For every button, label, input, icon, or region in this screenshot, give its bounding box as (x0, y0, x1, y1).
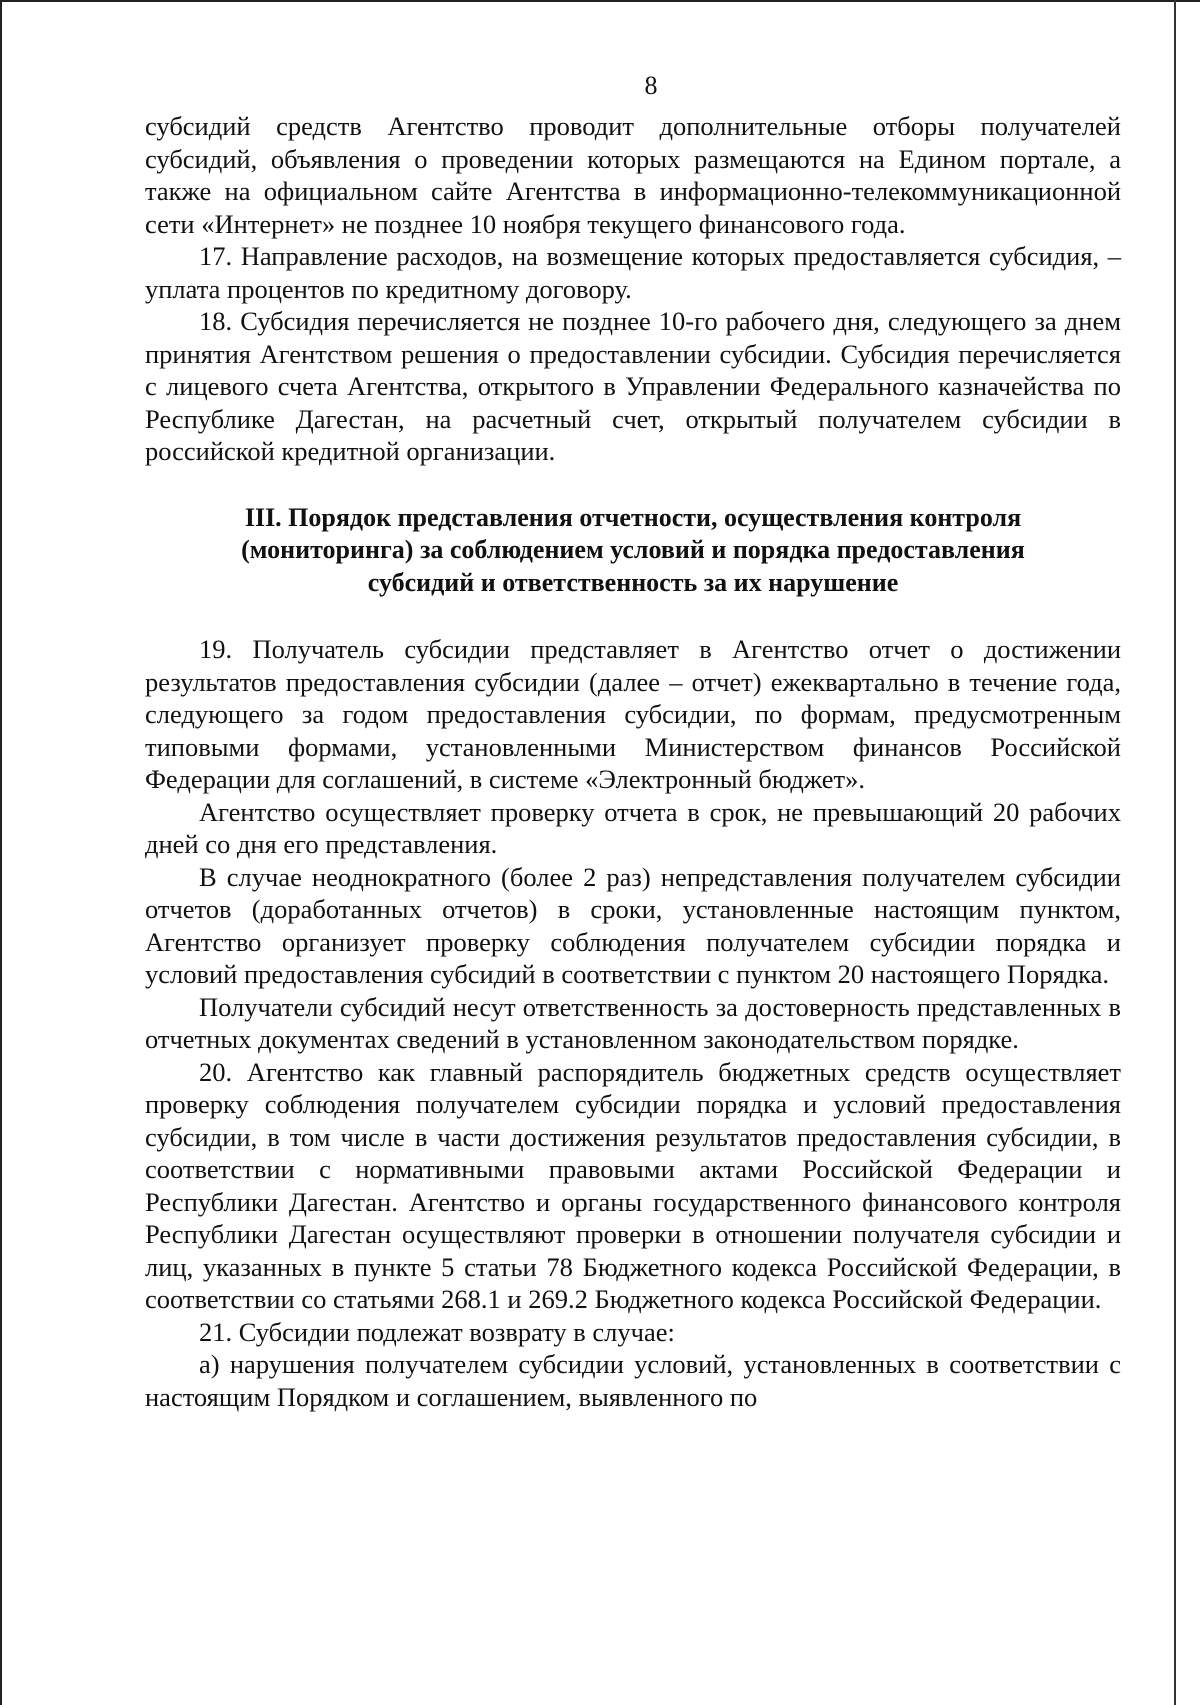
section-heading-line-3: субсидий и ответственность за их нарушение (367, 567, 899, 597)
paragraph-19-repeat: В случае неоднократного (более 2 раз) непредставления получателем субсидии отчетов (доработанных отчетов) в сроки, установленные настоящим пунктом, Агентство организует проверку соблюдения получателем субсидии порядка и условий предоставления субсидий в соответствии с пунктом 20 настоящего Порядка. (145, 861, 1121, 989)
paragraph-19: 19. Получатель субсидии представляет в Агентство отчет о достижении результатов предоставления субсидии (далее – отчет) ежеквартально в течение года, следующего за годом предоставления субсидии, по формам, предусмотренным типовыми формами, установленными Министерством финансов Российской Федерации для соглашений, в системе «Электронный бюджет». (145, 634, 1121, 794)
page-number: 8 (644, 71, 658, 100)
paragraph-19-liability: Получатели субсидий несут ответственность за достоверность представленных в отчетных документах сведений в установленном законодательством порядке. (145, 991, 1121, 1054)
paragraph-21: 21. Субсидии подлежат возврату в случае: (199, 1316, 675, 1347)
paragraph-20: 20. Агентство как главный распорядитель бюджетных средств осуществляет проверку соблюдения получателем субсидии порядка и условий предоставления субсидии, в том числе в части достижения результатов предоставления субсидии, в соответствии с нормативными правовыми актами Российской Федерации и Республики Дагестан. Агентство и органы государственного финансового контроля Республики Дагестан осуществляют проверки в отношении получателя субсидии и лиц, указанных в пункте 5 статьи 78 Бюджетного кодекса Российской Федерации, в соответствии со статьями 268.1 и 269.2 Бюджетного кодекса Российской Федерации. (145, 1056, 1121, 1314)
paragraph-19-check: Агентство осуществляет проверку отчета в срок, не превышающий 20 рабочих дней со дня его представления. (145, 796, 1121, 859)
section-heading-line-2: (мониторинга) за соблюдением условий и порядка предоставления (241, 535, 1025, 564)
paragraph-18: 18. Субсидия перечисляется не позднее 10-го рабочего дня, следующего за днем принятия Агентством решения о предоставлении субсидии. Субсидия перечисляется с лицевого счета Агентства, открытого в Управлении Федерального казначейства по Республике Дагестан, на расчетный счет, открытый получателем субсидии в российской кредитной организации. (145, 306, 1121, 466)
paragraphs-top (145, 110, 1121, 468)
scan-edge-right (1174, 0, 1176, 1705)
section-heading-line-1: III. Порядок представления отчетности, осуществления контроля (244, 502, 1022, 532)
paragraphs-bottom (145, 633, 1121, 1413)
section-heading (145, 502, 1121, 600)
scan-edge-top (0, 0, 1200, 2)
scan-edge-left (0, 0, 2, 1705)
paragraph-17: 17. Направление расходов, на возмещение которых предоставляется субсидия, – уплата процентов по кредитному договору. (145, 241, 1121, 304)
paragraph-21-a: а) нарушения получателем субсидии условий, установленных в соответствии с настоящим Порядком и соглашением, выявленного по (145, 1349, 1121, 1412)
paragraph-continuation: субсидий средств Агентство проводит дополнительные отборы получателей субсидий, объявления о проведении которых размещаются на Едином портале, а также на официальном сайте Агентства в информационно-телекоммуникационной сети «Интернет» не позднее 10 ноября текущего финансового года. (145, 111, 1121, 239)
document-page (145, 70, 1121, 1413)
